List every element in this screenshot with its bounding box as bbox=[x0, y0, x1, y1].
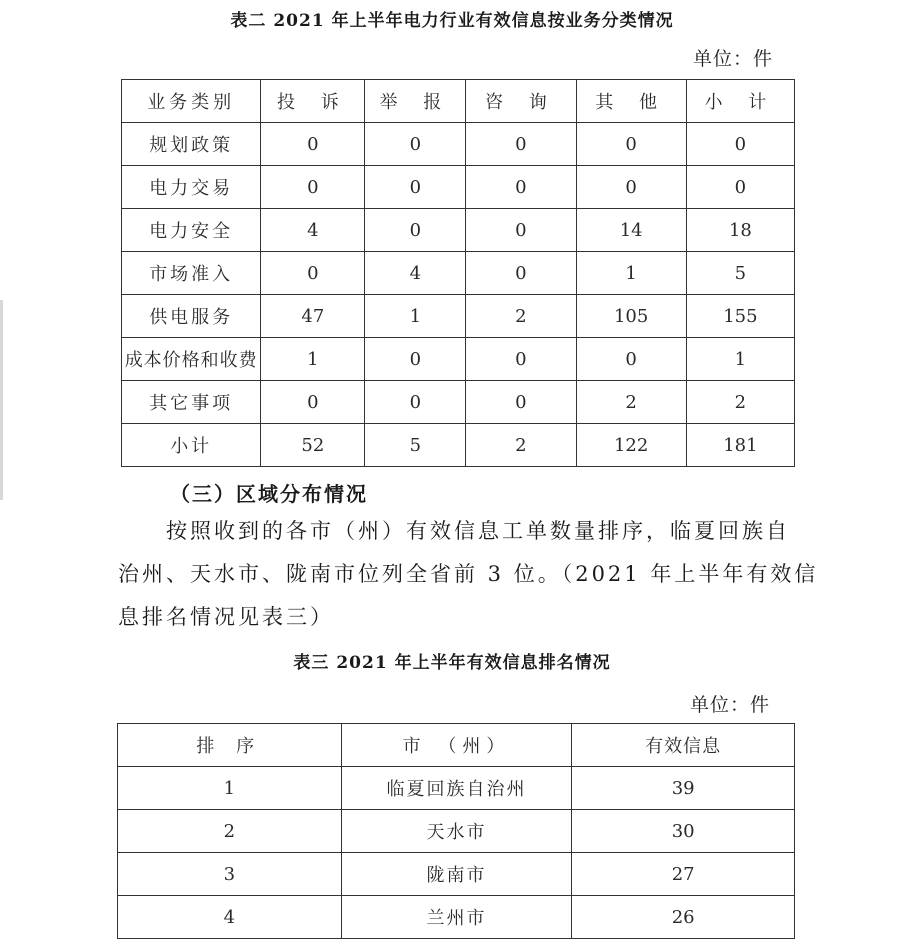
cell-rank: 1 bbox=[118, 767, 342, 810]
cell-value: 52 bbox=[261, 424, 365, 467]
cell-category: 小计 bbox=[122, 424, 261, 467]
cell-value: 2 bbox=[466, 295, 576, 338]
header-subtotal: 小 计 bbox=[686, 80, 794, 123]
table-row bbox=[118, 853, 795, 896]
cell-city: 陇南市 bbox=[341, 853, 572, 896]
cell-value: 0 bbox=[466, 338, 576, 381]
cell-value: 181 bbox=[686, 424, 794, 467]
cell-value: 39 bbox=[572, 767, 795, 810]
cell-value: 14 bbox=[576, 209, 686, 252]
header-rank: 排 序 bbox=[118, 724, 342, 767]
cell-value: 4 bbox=[365, 252, 466, 295]
cell-value: 1 bbox=[365, 295, 466, 338]
cell-value: 0 bbox=[466, 252, 576, 295]
cell-value: 1 bbox=[576, 252, 686, 295]
cell-value: 2 bbox=[466, 424, 576, 467]
cell-value: 47 bbox=[261, 295, 365, 338]
paragraph-line: 按照收到的各市（州）有效信息工单数量排序，临夏回族自 bbox=[166, 519, 790, 543]
header-valid-info: 有效信息 bbox=[572, 724, 795, 767]
table-row bbox=[118, 767, 795, 810]
cell-rank: 2 bbox=[118, 810, 342, 853]
table-row bbox=[122, 252, 795, 295]
header-complaint: 投 诉 bbox=[261, 80, 365, 123]
cell-category: 市场准入 bbox=[122, 252, 261, 295]
cell-category: 规划政策 bbox=[122, 123, 261, 166]
scan-edge-shadow bbox=[0, 300, 3, 500]
table3-caption: 表三 2021 年上半年有效信息排名情况 bbox=[293, 653, 611, 673]
header-category: 业务类别 bbox=[122, 80, 261, 123]
header-other: 其 他 bbox=[576, 80, 686, 123]
cell-city: 天水市 bbox=[341, 810, 572, 853]
table-row bbox=[122, 166, 795, 209]
table2-caption: 表二 2021 年上半年电力行业有效信息按业务分类情况 bbox=[230, 11, 674, 31]
cell-value: 0 bbox=[576, 166, 686, 209]
table-header-row bbox=[122, 80, 795, 123]
cell-value: 0 bbox=[466, 381, 576, 424]
cell-city: 兰州市 bbox=[341, 896, 572, 939]
cell-rank: 4 bbox=[118, 896, 342, 939]
cell-category: 供电服务 bbox=[122, 295, 261, 338]
cell-value: 0 bbox=[466, 123, 576, 166]
cell-value: 4 bbox=[261, 209, 365, 252]
paragraph-line: 息排名情况见表三） bbox=[118, 605, 334, 629]
cell-value: 122 bbox=[576, 424, 686, 467]
header-city: 市 （州） bbox=[341, 724, 572, 767]
cell-value: 27 bbox=[572, 853, 795, 896]
cell-value: 0 bbox=[261, 252, 365, 295]
cell-city: 临夏回族自治州 bbox=[341, 767, 572, 810]
table-row bbox=[118, 810, 795, 853]
cell-value: 0 bbox=[576, 338, 686, 381]
table-row bbox=[118, 896, 795, 939]
cell-value: 105 bbox=[576, 295, 686, 338]
cell-category: 其它事项 bbox=[122, 381, 261, 424]
cell-value: 0 bbox=[261, 123, 365, 166]
cell-value: 0 bbox=[466, 209, 576, 252]
cell-value: 18 bbox=[686, 209, 794, 252]
cell-category: 电力交易 bbox=[122, 166, 261, 209]
cell-value: 2 bbox=[686, 381, 794, 424]
cell-value: 0 bbox=[365, 338, 466, 381]
table-total-row bbox=[122, 424, 795, 467]
cell-value: 2 bbox=[576, 381, 686, 424]
cell-value: 1 bbox=[686, 338, 794, 381]
cell-value: 155 bbox=[686, 295, 794, 338]
section-heading: （三）区域分布情况 bbox=[170, 482, 368, 506]
cell-category: 成本价格和收费 bbox=[122, 338, 261, 381]
cell-value: 0 bbox=[261, 166, 365, 209]
cell-value: 5 bbox=[686, 252, 794, 295]
cell-value: 0 bbox=[365, 209, 466, 252]
cell-value: 0 bbox=[686, 123, 794, 166]
table2-business-category bbox=[121, 79, 795, 467]
cell-value: 0 bbox=[365, 166, 466, 209]
cell-value: 0 bbox=[365, 123, 466, 166]
cell-category: 电力安全 bbox=[122, 209, 261, 252]
cell-value: 0 bbox=[576, 123, 686, 166]
table3-ranking bbox=[117, 723, 795, 939]
table-row bbox=[122, 209, 795, 252]
cell-value: 26 bbox=[572, 896, 795, 939]
cell-value: 1 bbox=[261, 338, 365, 381]
table-row bbox=[122, 381, 795, 424]
header-inquiry: 咨 询 bbox=[466, 80, 576, 123]
table-row bbox=[122, 123, 795, 166]
table3-unit: 单位：件 bbox=[690, 694, 771, 716]
cell-value: 5 bbox=[365, 424, 466, 467]
table-row bbox=[122, 295, 795, 338]
cell-rank: 3 bbox=[118, 853, 342, 896]
cell-value: 30 bbox=[572, 810, 795, 853]
cell-value: 0 bbox=[466, 166, 576, 209]
cell-value: 0 bbox=[686, 166, 794, 209]
cell-value: 0 bbox=[365, 381, 466, 424]
paragraph-line: 治州、天水市、陇南市位列全省前 3 位。（2021 年上半年有效信 bbox=[118, 562, 819, 586]
header-report: 举 报 bbox=[365, 80, 466, 123]
cell-value: 0 bbox=[261, 381, 365, 424]
table2-unit: 单位：件 bbox=[693, 48, 774, 70]
table-row bbox=[122, 338, 795, 381]
table-header-row bbox=[118, 724, 795, 767]
section-paragraph bbox=[118, 510, 819, 639]
